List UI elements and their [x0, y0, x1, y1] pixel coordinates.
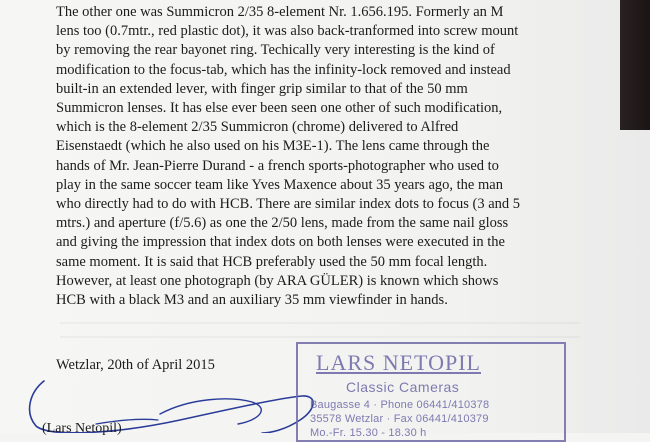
paragraph-line: play in the same soccer team like Yves Maxence about 35 years ago, the man — [56, 176, 503, 193]
company-stamp — [296, 342, 566, 442]
paragraph-line: mtrs.) and aperture (f/5.6) as one the 2/50 lens, made from the same nail gloss — [56, 215, 509, 232]
stamp-title: LARS NETOPIL — [316, 350, 481, 375]
paragraph-line: and giving the impression that index dots on both lenses were executed in the — [56, 234, 505, 251]
stamp-address-line: 35578 Wetzlar · Fax 06441/410379 — [310, 413, 489, 425]
stamp-address-line: Baugasse 4 · Phone 06441/410378 — [310, 399, 490, 411]
paragraph-line: by removing the rear bayonet ring. Techically very interesting is the kind of — [56, 42, 495, 59]
paragraph-line: built-in an extended lever, with finger grip similar to that of the 50 mm — [56, 80, 468, 97]
paragraph-line: same moment. It is said that HCB preferably used the 50 mm focal length. — [56, 253, 488, 270]
paragraph-line: Eisenstaedt (which he also used on his M3E-1). The lens came through the — [56, 138, 490, 155]
paragraph-line: However, at least one photograph (by ARA GÜLER) is known which shows — [56, 272, 499, 289]
paragraph-line: modification to the focus-tab, which has the infinity-lock removed and instead — [56, 61, 511, 78]
paragraph-line: lens too (0.7mtr., red plastic dot), it was also back-tranformed into screw mount — [56, 23, 519, 40]
paragraph-line: hands of Mr. Jean-Pierre Durand - a french sports-photographer who used to — [56, 157, 499, 174]
signer-name: (Lars Netopil) — [42, 421, 122, 436]
paragraph-line: Summicron lenses. It has else ever been seen one other of such modification, — [56, 100, 503, 117]
paragraph-line: The other one was Summicron 2/35 8-element Nr. 1.656.195. Formerly an M — [56, 4, 504, 20]
date-line: Wetzlar, 20th of April 2015 — [56, 357, 215, 373]
paragraph-line: which is the 8-element 2/35 Summicron (chrome) delivered to Alfred — [56, 119, 459, 136]
stamp-subtitle: Classic Cameras — [346, 379, 460, 395]
stamp-hours-line: Mo.-Fr. 15.30 - 18.30 h — [310, 427, 427, 439]
paragraph-line: HCB with a black M3 and an auxiliary 35 mm viewfinder in hands. — [56, 292, 448, 309]
paragraph-line: who directly had to do with HCB. There are similar index dots to focus (3 and 5 — [56, 196, 521, 213]
